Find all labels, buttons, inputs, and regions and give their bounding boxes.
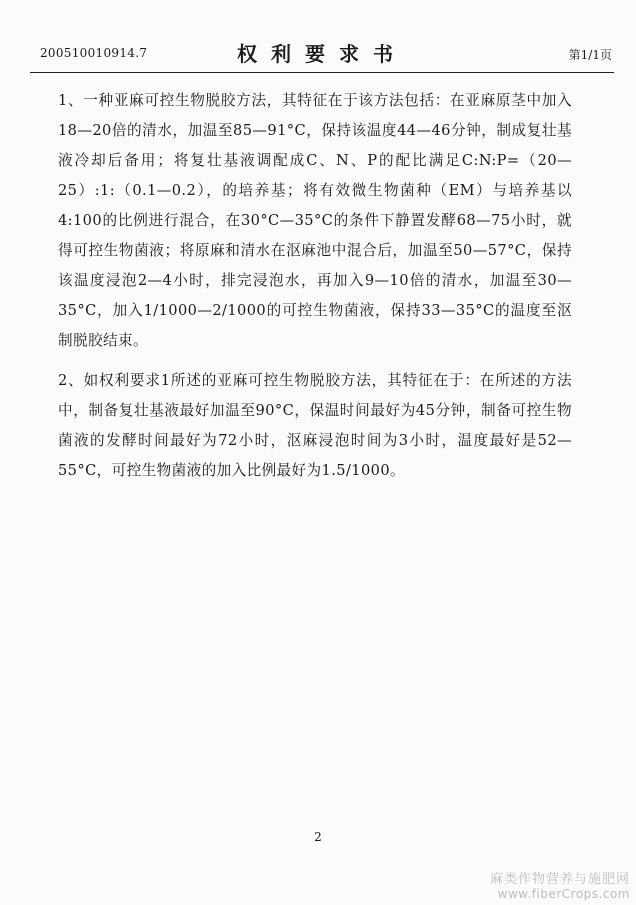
document-header bbox=[30, 38, 614, 68]
header-rule bbox=[30, 72, 614, 73]
claim-2: 2、如权利要求1所述的亚麻可控生物脱胶方法，其特征在于：在所述的方法中，制备复壮基液最好加温至90°C，保温时间最好为45分钟，制备可控生物菌液的发酵时间最好为72小时，沤麻浸泡时间为3小时，温度最好是52—55°C，可控生物菌液的加入比例最好为1.5/1000。 bbox=[58, 372, 572, 479]
page-title: 权利要求书 bbox=[237, 42, 407, 66]
page-number: 2 bbox=[314, 830, 322, 844]
claim-1: 1、一种亚麻可控生物脱胶方法，其特征在于该方法包括：在亚麻原茎中加入18—20倍的清水，加温至85—91°C，保持该温度44—46分钟，制成复壮基液冷却后备用；将复壮基液调配成C、N、P的配比满足C:N:P=（20—25）:1:（0.1—0.2），的培养基；将有效微生物菌种（EM）与培养基以4:100的比例进行混合，在30°C—35°C的条件下静置发酵68—75小时，就得可控生物菌液；将原麻和清水在沤麻池中混合后，加温至50—57°C，保持该温度浸泡2—4小时，排完浸泡水，再加入9—10倍的清水，加温至30—35°C，加入1/1000—2/1000的可控生物菌液，保持33—35°C的温度至沤制脱胶结束。 bbox=[58, 92, 572, 349]
application-number: 200510010914.7 bbox=[40, 46, 148, 60]
watermark-url: www.fiberCrops.com bbox=[497, 887, 630, 901]
page-label: 第1/1页 bbox=[568, 48, 612, 62]
watermark bbox=[490, 868, 630, 901]
claims-body bbox=[58, 86, 572, 496]
watermark-site-name: 麻类作物营养与施肥网 bbox=[489, 872, 630, 887]
